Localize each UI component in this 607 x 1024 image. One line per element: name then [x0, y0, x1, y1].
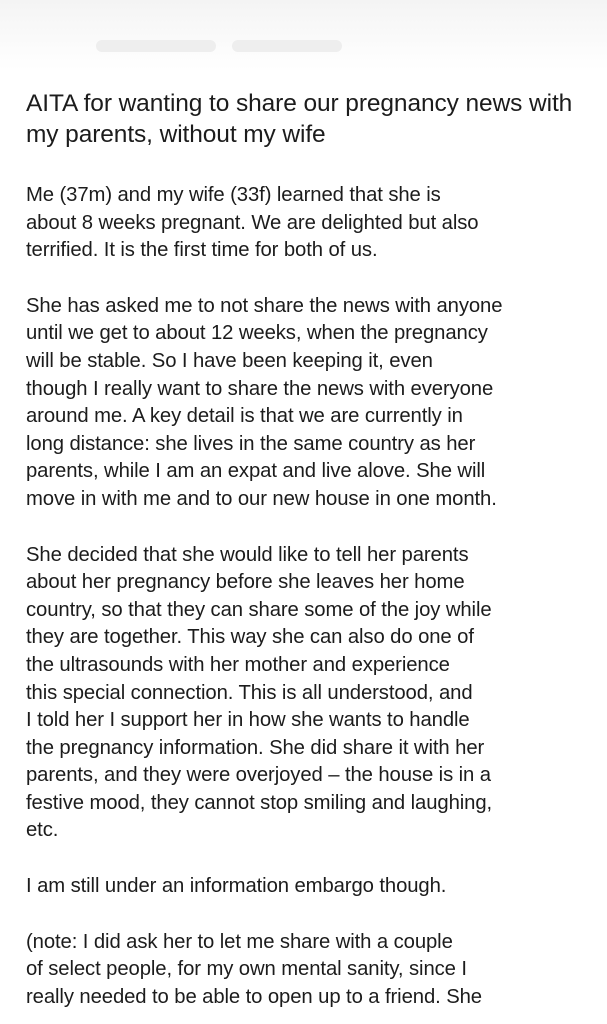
post-paragraph: I am still under an information embargo though. — [26, 875, 447, 898]
blurred-header-text — [232, 40, 342, 52]
post-paragraph: (note: I did ask her to let me share with a couple of select people, for my own mental sanity, since I really needed to be able to open up to a friend. She — [26, 930, 482, 1008]
top-fade — [0, 0, 607, 70]
blurred-header-text — [96, 40, 216, 52]
post-title: AITA for wanting to share our pregnancy news with my parents, without my wife — [26, 90, 573, 148]
post-paragraph: Me (37m) and my wife (33f) learned that she is about 8 weeks pregnant. We are delighted but also terrified. It is the first time for both of us. — [26, 184, 479, 262]
post-body — [26, 182, 586, 1011]
post-content — [26, 88, 586, 1011]
post-paragraph: She has asked me to not share the news with anyone until we get to about 12 weeks, when the pregnancy will be stable. So I have been keeping it, even though I really want to share the news with everyone around me. A key detail is that we are currently in long distance: she lives in the same country as her parents, while I am an expat and live alove. She will move in with me and to our new house in one month. — [26, 294, 503, 510]
post-paragraph: She decided that she would like to tell her parents about her pregnancy before she leaves her home country, so that they can share some of the joy while they are together. This way she can also do one of the ultrasounds with her mother and experience this special connection. This is all understood, and I told her I support her in how she wants to handle the pregnancy information. She did share it with her parents, and they were overjoyed – the house is in a festive mood, they cannot stop smiling and laughing, etc. — [26, 543, 493, 842]
